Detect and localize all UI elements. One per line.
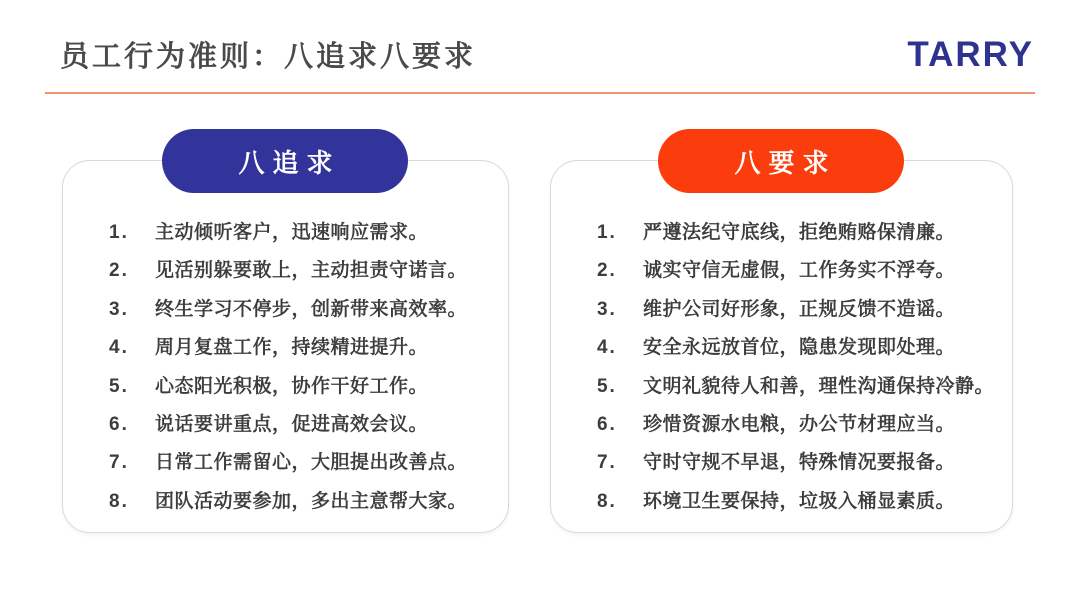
list-item (597, 409, 994, 447)
item-text: 见活别躲要敢上，主动担责守诺言。 (155, 260, 468, 282)
pursuits-list (63, 161, 508, 524)
item-number: 1. (596, 222, 617, 243)
item-text: 诚实守信无虚假，工作务实不浮夸。 (642, 260, 955, 282)
tarry-logo: TARRY (907, 34, 1034, 74)
item-number: 1. (109, 222, 129, 243)
item-number: 2. (109, 260, 129, 282)
requirements-badge: 八要求 (658, 129, 904, 193)
item-number: 6. (109, 413, 129, 435)
item-number: 4. (596, 337, 617, 359)
item-number: 5. (596, 375, 617, 397)
item-number: 7. (109, 452, 129, 474)
item-text: 周月复盘工作，持续精进提升。 (155, 337, 429, 359)
requirements-list (551, 161, 1012, 524)
list-item (109, 447, 490, 485)
list-item (597, 217, 994, 255)
list-item (109, 409, 490, 447)
title-divider (45, 92, 1035, 94)
list-item (597, 447, 994, 485)
item-text: 维护公司好形象，正规反馈不造谣。 (642, 298, 955, 320)
cards-container (62, 147, 1013, 533)
page-title: 员工行为准则：八追求八要求 (60, 41, 477, 73)
list-item (109, 371, 490, 409)
item-text: 终生学习不停步，创新带来高效率。 (155, 298, 468, 320)
item-number: 2. (596, 260, 617, 282)
item-number: 3. (109, 298, 129, 320)
list-item (597, 486, 994, 524)
list-item (109, 332, 490, 370)
item-number: 6. (596, 413, 617, 435)
item-text: 说话要讲重点，促进高效会议。 (155, 413, 429, 435)
list-item (597, 371, 994, 409)
item-text: 珍惜资源水电粮，办公节材理应当。 (642, 413, 955, 435)
list-item (597, 332, 994, 370)
header (60, 34, 1034, 75)
list-item (597, 255, 994, 293)
item-number: 8. (596, 490, 617, 512)
pursuits-card (62, 147, 509, 533)
item-number: 4. (109, 337, 129, 359)
item-text: 主动倾听客户，迅速响应需求。 (155, 222, 429, 243)
list-item (109, 294, 490, 332)
item-number: 3. (596, 298, 617, 320)
item-number: 7. (596, 452, 617, 474)
item-text: 文明礼貌待人和善，理性沟通保持冷静。 (642, 375, 994, 397)
item-text: 严遵法纪守底线，拒绝贿赂保清廉。 (642, 222, 955, 243)
item-text: 日常工作需留心，大胆提出改善点。 (155, 452, 468, 474)
item-text: 环境卫生要保持，垃圾入桶显素质。 (642, 490, 955, 512)
list-item (109, 217, 490, 255)
requirements-card (550, 147, 1013, 533)
item-text: 安全永远放首位，隐患发现即处理。 (642, 337, 955, 359)
list-item (109, 255, 490, 293)
item-text: 心态阳光积极，协作干好工作。 (155, 375, 429, 397)
item-text: 守时守规不早退，特殊情况要报备。 (642, 452, 955, 474)
pursuits-badge: 八追求 (162, 129, 408, 193)
item-text: 团队活动要参加，多出主意帮大家。 (155, 490, 468, 512)
item-number: 5. (109, 375, 129, 397)
list-item (597, 294, 994, 332)
list-item (109, 486, 490, 524)
item-number: 8. (109, 490, 129, 512)
